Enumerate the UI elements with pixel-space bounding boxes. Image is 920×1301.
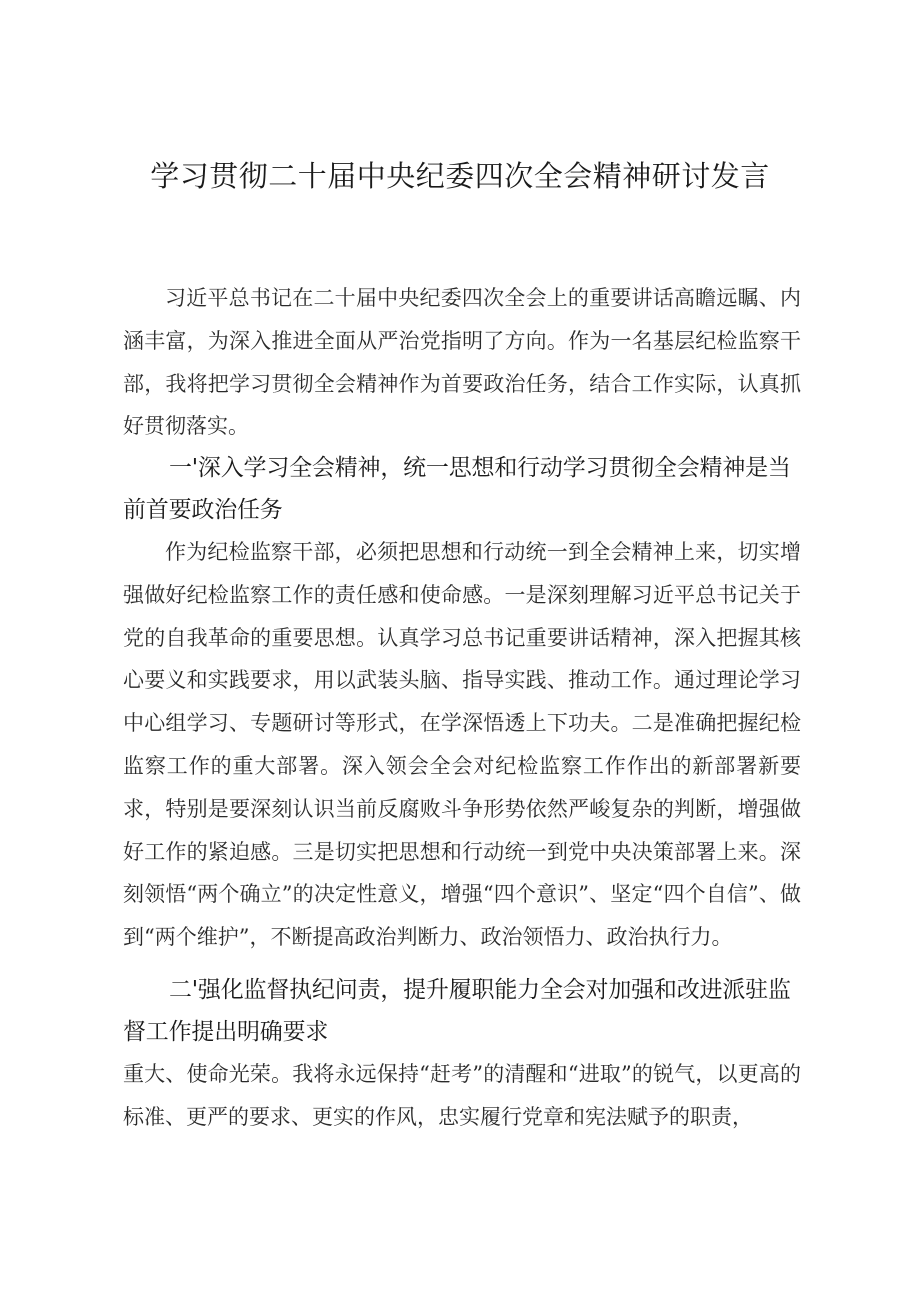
section-1-body: 作为纪检监察干部，必须把思想和行动统一到全会精神上来，切实增强做好纪检监察工作的责任感和使命感。一是深刻理解习近平总书记关于党的自我革命的重要思想。认真学习总书记重要讲话精神，深入把握其核心要义和实践要求，用以武装头脑、指导实践、推动工作。通过理论学习中心组学习、专题研讨等形式，在学深悟透上下功夫。二是准确把握纪检监察工作的重大部署。深入领会全会对纪检监察工作作出的新部署新要求，特别是要深刻认识当前反腐败斗争形势依然严峻复杂的判断，增强做好工作的紧迫感。三是切实把思想和行动统一到党中央决策部署上来。深刻领悟“两个确立”的决定性意义，增强“四个意识”、坚定“四个自信”、做到“两个维护”，不断提高政治判断力、政治领悟力、政治执行力。 [123, 540, 801, 950]
intro-paragraph: 习近平总书记在二十届中央纪委四次全会上的重要讲话高瞻远瞩、内涵丰富，为深入推进全面从严治党指明了方向。作为一名基层纪检监察干部，我将把学习贯彻全会精神作为首要政治任务，结合工作实际，认真抓好贯彻落实。 [123, 286, 801, 439]
document-title: 学习贯彻二十届中央纪委四次全会精神研讨发言 [150, 159, 770, 193]
section-2-heading: 二'强化监督执纪问责，提升履职能力全会对加强和改进派驻监督工作提出明确要求 [123, 977, 791, 1045]
section-2-body: 重大、使命光荣。我将永远保持“赶考”的清醒和“进取”的锐气，以更高的标准、更严的要求、更实的作风，忠实履行党章和宪法赋予的职责， [123, 1062, 801, 1129]
section-1-heading: 一'深入学习全会精神，统一思想和行动学习贯彻全会精神是当前首要政治任务 [123, 455, 791, 523]
